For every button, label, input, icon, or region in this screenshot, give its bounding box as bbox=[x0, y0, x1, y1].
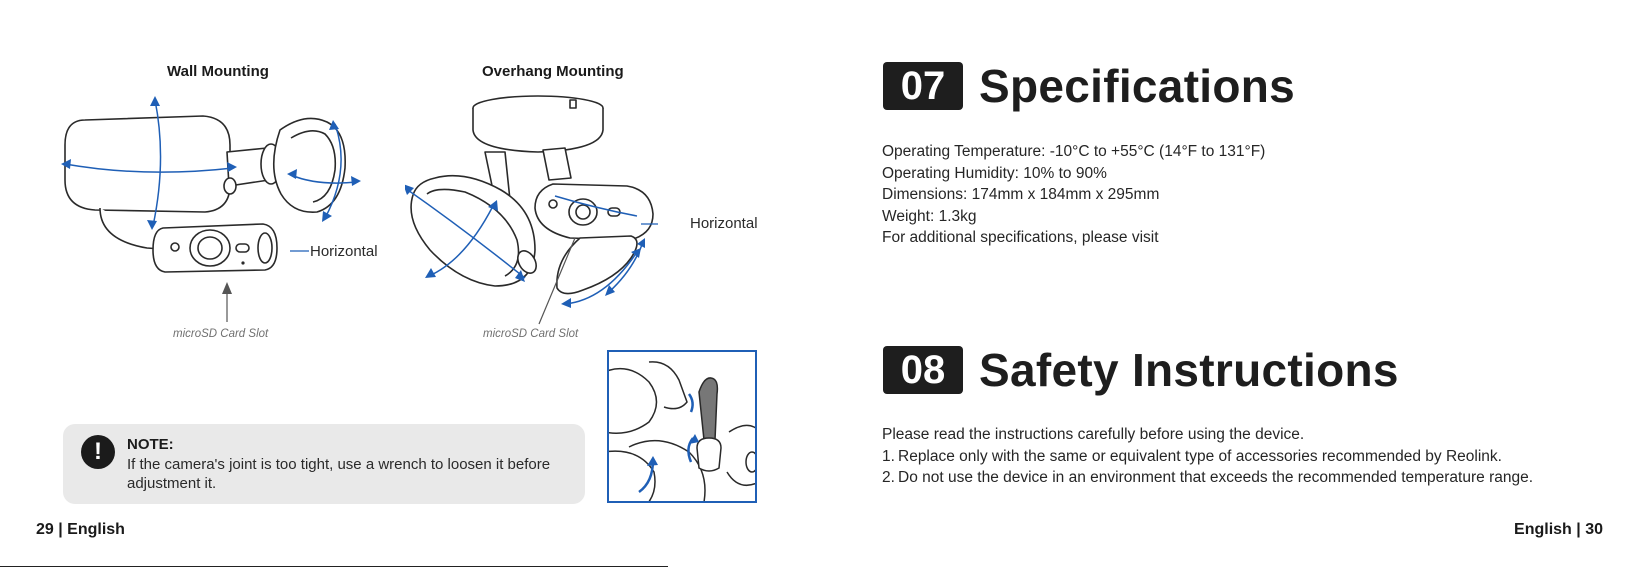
note-box bbox=[63, 424, 585, 504]
list-item-text: Do not use the device in an environment that exceeds the recommended temperature range. bbox=[898, 469, 1534, 486]
wrench-illustration bbox=[609, 352, 757, 503]
note-title: NOTE: bbox=[127, 436, 174, 453]
overhang-mounting-title: Overhang Mounting bbox=[482, 63, 624, 80]
spec-line: Operating Humidity: 10% to 90% bbox=[882, 164, 1107, 182]
specifications-list bbox=[882, 141, 1265, 249]
list-item-number: 1. bbox=[882, 447, 895, 465]
list-item bbox=[882, 446, 1602, 468]
exclamation-icon: ! bbox=[81, 435, 115, 469]
bottom-rule bbox=[0, 566, 668, 567]
wrench-detail-figure bbox=[607, 350, 757, 503]
spec-line: Weight: 1.3kg bbox=[882, 207, 977, 225]
safety-instructions bbox=[882, 424, 1602, 489]
microsd-label-wall: microSD Card Slot bbox=[173, 328, 269, 340]
horizontal-label-overhang: Horizontal bbox=[690, 215, 758, 232]
safety-intro: Please read the instructions carefully before using the device. bbox=[882, 426, 1305, 443]
page-number-left: 29 | English bbox=[36, 521, 125, 538]
spec-line: Operating Temperature: -10°C to +55°C (14°F to 131°F) bbox=[882, 143, 1266, 160]
horizontal-label-wall: Horizontal bbox=[310, 243, 378, 260]
spec-line: Dimensions: 174mm x 184mm x 295mm bbox=[882, 186, 1160, 203]
note-text: If the camera's joint is too tight, use a wrench to loosen it before adjustment it. bbox=[127, 456, 551, 492]
section-title: Safety Instructions bbox=[979, 344, 1399, 396]
microsd-label-overhang: microSD Card Slot bbox=[483, 328, 579, 340]
section-title: Specifications bbox=[979, 60, 1296, 112]
list-item-number: 2. bbox=[882, 469, 895, 486]
wall-mounting-title: Wall Mounting bbox=[167, 63, 269, 80]
safety-heading bbox=[883, 346, 1399, 394]
list-item bbox=[882, 467, 1562, 489]
list-item-text: Replace only with the same or equivalent type of accessories recommended by Reolink. bbox=[898, 447, 1502, 465]
wall-mounting-illustration bbox=[55, 90, 395, 330]
section-number-badge: 07 bbox=[883, 62, 963, 110]
section-number-badge: 08 bbox=[883, 346, 963, 394]
spec-line: For additional specifications, please visit bbox=[882, 229, 1159, 246]
page-number-right: English | 30 bbox=[1514, 521, 1603, 538]
specifications-heading bbox=[883, 62, 1295, 110]
